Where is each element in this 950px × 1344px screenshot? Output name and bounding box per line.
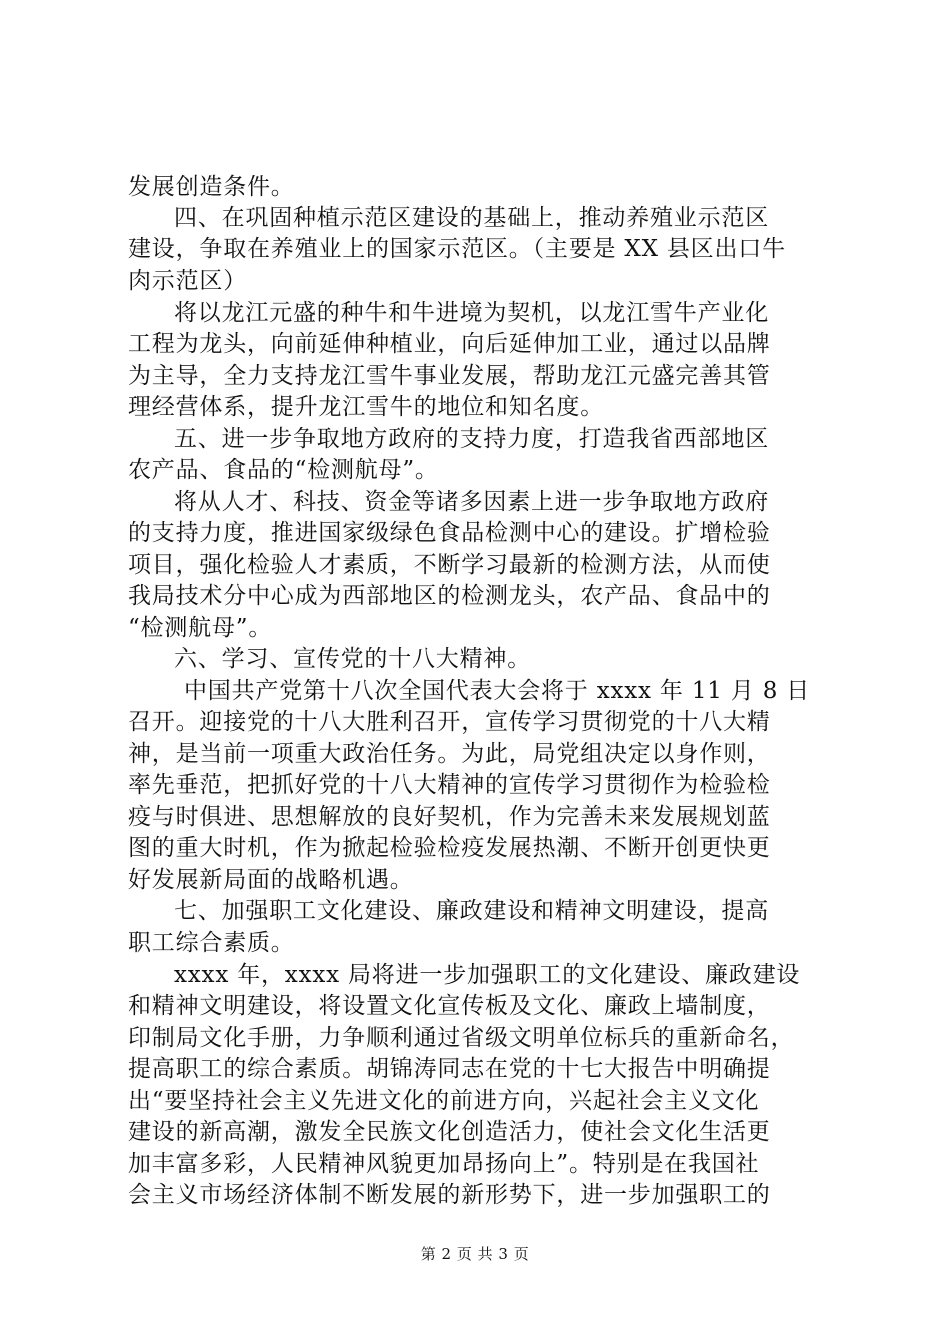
paragraph-start: xxxx 年，xxxx 局将进一步加强职工的文化建设、廉政建设 [174, 962, 801, 988]
paragraph-start: 中国共产党第十八次全国代表大会将于 xxxx 年 11 月 8 日 [184, 678, 811, 704]
paragraph-start: 将以龙江元盛的种牛和牛进境为契机，以龙江雪牛产业化 [174, 300, 769, 326]
text-line: 农产品、食品的“检测航母”。 [128, 457, 439, 483]
text-line: “检测航母”。 [128, 615, 273, 641]
section-heading: 七、加强职工文化建设、廉政建设和精神文明建设，提高 [174, 898, 769, 924]
text-line: 的支持力度，推进国家级绿色食品检测中心的建设。扩增检验 [128, 520, 771, 546]
page-number-footer: 第 2 页 共 3 页 [420, 1245, 530, 1263]
text-line: 我局技术分中心成为西部地区的检测龙头，农产品、食品中的 [128, 583, 771, 609]
text-line: 发展创造条件。 [128, 174, 295, 200]
section-heading: 四、在巩固种植示范区建设的基础上，推动养殖业示范区 [174, 205, 769, 231]
section-heading: 五、进一步争取地方政府的支持力度，打造我省西部地区 [174, 426, 769, 452]
text-line: 提高职工的综合素质。胡锦涛同志在党的十七大报告中明确提 [128, 1056, 771, 1082]
text-line: 好发展新局面的战略机遇。 [128, 867, 414, 893]
text-line: 肉示范区） [128, 268, 247, 294]
text-line: 职工综合素质。 [128, 930, 295, 956]
text-line: 为主导，全力支持龙江雪牛事业发展，帮助龙江元盛完善其管 [128, 363, 771, 389]
text-line: 建设，争取在养殖业上的国家示范区。（主要是 XX 县区出口牛 [128, 236, 786, 262]
text-line: 加丰富多彩，人民精神风貌更加昂扬向上”。特别是在我国社 [128, 1151, 760, 1177]
text-line: 召开。迎接党的十八大胜利召开，宣传学习贯彻党的十八大精 [128, 709, 771, 735]
text-line: 率先垂范，把抓好党的十八大精神的宣传学习贯彻作为检验检 [128, 772, 771, 798]
text-line: 理经营体系，提升龙江雪牛的地位和知名度。 [128, 394, 604, 420]
text-line: 疫与时俱进、思想解放的良好契机，作为完善未来发展规划蓝 [128, 804, 771, 830]
text-line: 项目，强化检验人才素质，不断学习最新的检测方法，从而使 [128, 552, 771, 578]
text-line: 和精神文明建设，将设置文化宣传板及文化、廉政上墙制度， [128, 993, 771, 1019]
section-heading: 六、学习、宣传党的十八大精神。 [174, 646, 531, 672]
text-line: 神，是当前一项重大政治任务。为此，局党组决定以身作则， [128, 741, 771, 767]
text-line: 会主义市场经济体制不断发展的新形势下，进一步加强职工的 [128, 1182, 771, 1208]
text-line: 工程为龙头，向前延伸种植业，向后延伸加工业，通过以品牌 [128, 331, 771, 357]
text-line: 印制局文化手册，力争顺利通过省级文明单位标兵的重新命名， [128, 1025, 795, 1051]
paragraph-start: 将从人才、科技、资金等诸多因素上进一步争取地方政府 [174, 489, 769, 515]
text-line: 图的重大时机，作为掀起检验检疫发展热潮、不断开创更快更 [128, 835, 771, 861]
text-line: 出“要坚持社会主义先进文化的前进方向，兴起社会主义文化 [128, 1088, 760, 1114]
text-line: 建设的新高潮，激发全民族文化创造活力，使社会文化生活更 [128, 1119, 771, 1145]
